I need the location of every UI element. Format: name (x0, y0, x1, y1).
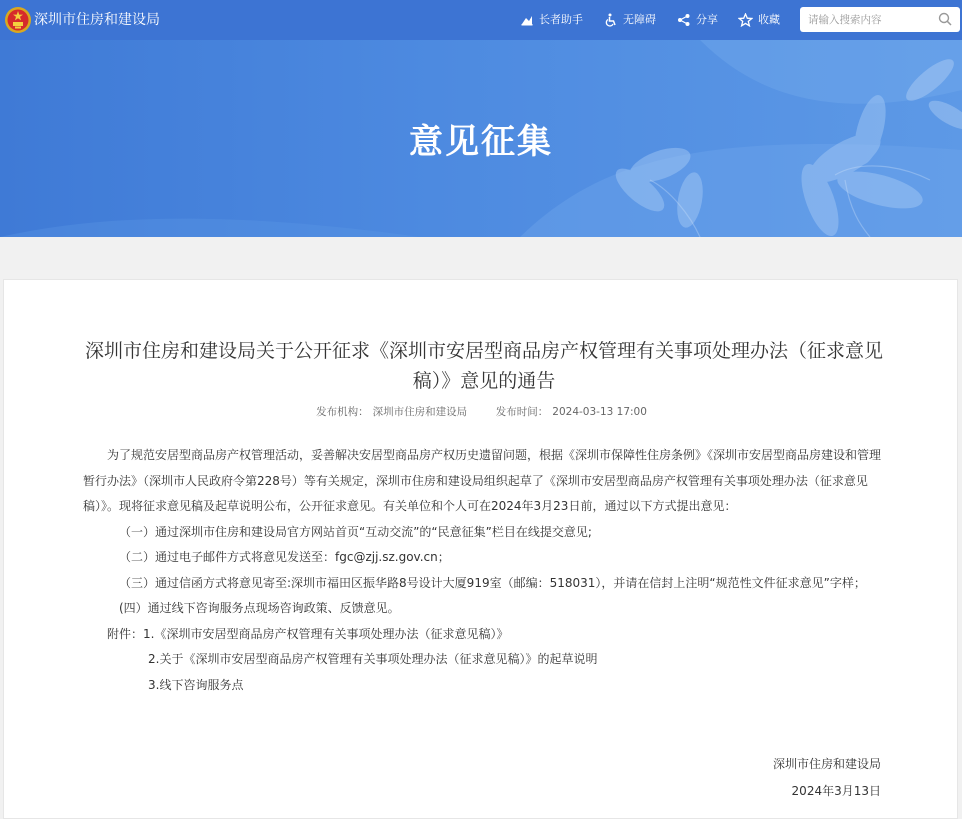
top-header-bar (0, 0, 962, 40)
search-icon[interactable] (938, 12, 952, 26)
search-input[interactable] (808, 10, 928, 29)
share-icon (677, 13, 691, 27)
publish-time-label: 发布时间： (495, 406, 549, 418)
national-emblem-icon[interactable] (4, 6, 32, 34)
elder-assistant-button[interactable] (520, 12, 583, 28)
favorite-button[interactable] (738, 12, 780, 28)
attachment-row (83, 622, 883, 648)
publisher-label: 发布机构： (316, 406, 369, 418)
attachment-label: 附件： (107, 626, 144, 641)
elder-icon (520, 13, 534, 27)
publisher-value: 深圳市住房和建设局 (372, 406, 468, 418)
wheelchair-icon (604, 13, 618, 27)
list-item: (四）通过线下咨询服务点现场咨询政策、反馈意见。 (119, 601, 400, 615)
site-name[interactable]: 深圳市住房和建设局 (34, 12, 160, 28)
article-title: 深圳市住房和建设局关于公开征求《深圳市安居型商品房产权管理有关事项处理办法（征求意见稿）》意见的通告 (84, 340, 883, 392)
list-item: （二）通过电子邮件方式将意见发送至：fgc@zjj.sz.gov.cn； (119, 550, 450, 564)
accessibility-button[interactable] (604, 12, 656, 28)
list-item: （三）通过信函方式将意见寄至:深圳市福田区振华路8号设计大厦919室（邮编：518031），并请在信封上注明“规范性文件征求意见”字样； (119, 575, 866, 590)
elder-assistant-label: 长者助手 (539, 13, 583, 26)
attachment-link[interactable]: 1.《深圳市安居型商品房产权管理有关事项处理办法（征求意见稿）》 (143, 626, 509, 641)
accessibility-label: 无障碍 (623, 13, 656, 26)
search-box (800, 7, 960, 32)
list-item: （一）通过深圳市住房和建设局官方网站首页“互动交流”的“民意征集”栏目在线提交意见; (119, 524, 592, 539)
share-label: 分享 (696, 13, 718, 26)
article-body (83, 443, 883, 698)
star-icon (738, 13, 753, 27)
publish-time-value: 2024-03-13 17:00 (552, 406, 647, 418)
signature-org: 深圳市住房和建设局 (772, 757, 881, 771)
article-panel (3, 279, 958, 819)
intro-paragraph: 为了规范安居型商品房产权管理活动，妥善解决安居型商品房产权历史遗留问题，根据《深圳市保障性住房条例》《深圳市安居型商品房建设和管理暂行办法》（深圳市人民政府令第228号）等有关规定，深圳市住房和建设局组织起草了《深圳市安居型商品房产权管理有关事项处理办法（征求意见稿）》。现将征求意见稿及起草说明公布，公开征求意见。有关单位和个人可在2024年3月23日前，通过以下方式提出意见： (83, 448, 882, 513)
favorite-label: 收藏 (758, 13, 780, 26)
share-button[interactable] (677, 12, 718, 28)
banner-title: 意见征集 (409, 122, 553, 162)
attachment-link[interactable]: 3.线下咨询服务点 (148, 677, 244, 692)
page-banner (0, 40, 962, 237)
article-meta (4, 405, 959, 419)
attachment-link[interactable]: 2.关于《深圳市安居型商品房产权管理有关事项处理办法（征求意见稿）》的起草说明 (148, 652, 598, 666)
signature-date: 2024年3月13日 (791, 784, 881, 798)
